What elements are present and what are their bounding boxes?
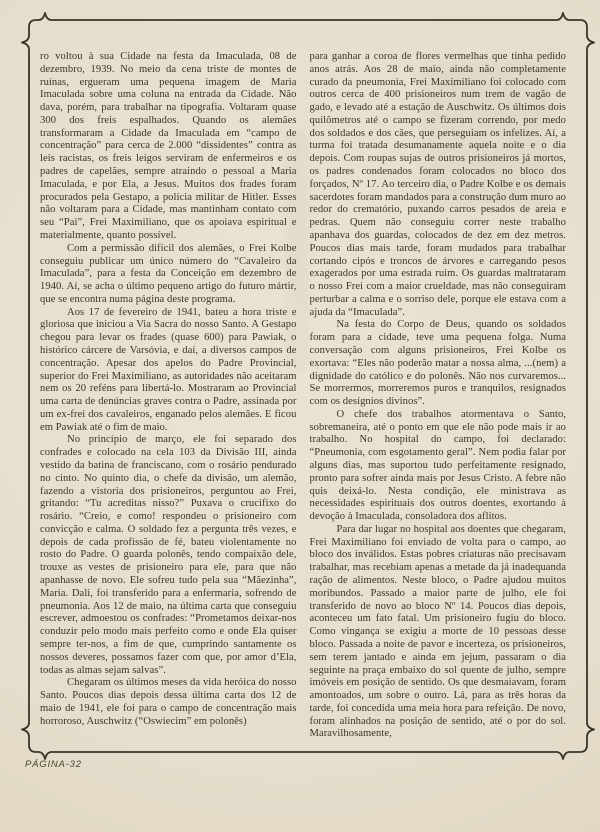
page-number-label: PÁGINA-32 xyxy=(25,759,82,770)
paragraph: O chefe dos trabalhos atormentava o Santo, sobremaneira, até o ponto em que ele não pode mais ir ao trabalho. No hospital do campo, foi declarado: “Pneumonia, com esgotamento geral”. Nem podia falar por alguns dias, mas suportou tudo perfeitamente resignado, pronto para sofrer ainda mais por Jesus Cristo. A febre não quis deixá-lo. Nesta condição, ele ministrava as necessidades espirituais dos outros doentes, exortando à devoção à Imaculada, consoladora dos aflitos. xyxy=(309,408,566,523)
paragraph: Na festa do Corpo de Deus, quando os soldados foram para a cidade, teve uma pequena folga. Numa conversação com alguns prisioneiros, Frei Kolbe os exortava: “Eles não poderão matar a nossa alma, ...(nem) a dignidade do católico e do polonês. Não nos curvaremos... Se morrermos, morreremos puros e tranquilos, resignados com os desígnios divinos”. xyxy=(309,319,566,408)
paragraph: para ganhar a coroa de flores vermelhas que tinha pedido anos atrás. Aos 28 de maio, ainda não completamente curado da pneumonia, Frei Maximiliano foi colocado com outros cerca de 400 prisioneiros num trem de vagão de gado, e levado até a estação de Auschwitz. Os últimos dois quilômetros até o campo se fizeram correndo, por medo dos soldados e dos cães, que perseguiam os infelizes. Aí, a turma foi tratada desumanamente aquela noite e o dia depois. Com roupas sujas de outros prisioneiros já mortos, os padres condenados foram colocados no bloco dos forçados, Nº 17. Ao terceiro dia, o Padre Kolbe e os demais sacerdotes foram mandados para a construção dum muro ao redor do crematório, puxando carros pesados de areia e pedras. Quem não conseguiu correr neste trabalho apanhava dos guardas, colocados de dez em dez metros. Poucos dias mais tarde, foram mudados para trabalhar cortando cipós e troncos de árvores e carregando pesos exagerados por uma estrada ruim. Os guardas maltrataram o nosso Frei com a maior crueldade, mas não conseguiram perturbar a calma e o sorriso dele, porque ele estava com a ajuda da “Imaculada”. xyxy=(309,51,566,318)
right-text-column xyxy=(310,51,567,741)
left-text-column xyxy=(40,51,297,741)
paragraph: No princípio de março, ele foi separado dos confrades e colocado na cela 103 da Divisão III, ainda vestido da batina de franciscano, com o rosário pendurado no cinto. No quinto dia, o chefe da divisão, um alemão, fazendo a vistoria dos prisioneiros, perguntou ao Frei, gritando: “Tu acreditas nisso?” Puxava o crucifixo do rosário. “Creio, e como! respondeu o prisioneiro com convicção e calma. O soldado fez a pergunta três vezes, e depois de cada profissão de fé, bateu violentamente no rosto do Padre. O guarda polonês, tendo compaixão dele, trouxe as vestes de prisioneiro para ele, para que não apanhasse de novo. Ele sofreu tudo pela sua “Mãezinha”, Maria. Dali, foi transferido para a enfermaria, sofrendo de pneumonia. Aos 12 de maio, na última carta que conseguiu escrever, admoestou os confrades: “Prometamos deixar-nos conduzir pelo modo mais perfeito como e onde Ela quiser sempre ter-nos, a fim de que, cumprindo santamente os nossos deveres, possamos fazer com que, por amor d’Ela, todas as almas sejam salvas”. xyxy=(40,434,297,676)
paragraph: Com a permissão difícil dos alemães, o Frei Kolbe conseguiu publicar um único número do “Cavaleiro da Imaculada”, para a festa da Conceição em dezembro de 1940. Aí, se acha o último pequeno artigo do futuro mártir, que se encontra numa página deste programa. xyxy=(40,242,297,305)
paragraph: ro voltou à sua Cidade na festa da Imaculada, 08 de dezembro, 1939. No meio da cena triste de montes de ruínas, ergueram uma pequena imagem de Maria Imaculada sobre uma coluna na entrada da Cidade. Não dava, porém, para trabalhar na tipografia. Voltaram quase 300 dos freis espalhados. Quando os alemães transformaram a Cidade da Imaculada em “campo de concentração” para cerca de 2.000 “dissidentes” contra as leis racistas, os freis leigos serviram de enfermeiros e os padres de capelães, sempre atraindo o pessoal a Maria Imaculada, e por Ela, a Jesus. Muitos dos frades foram procurados pela Gestapo, a polícia militar de Hitler. Esses não voltaram para a Cidade, mas mantinham contato com seu “Pai”, Frei Maximiliano, que os apoiava espiritual e materialmente, quanto possível. xyxy=(40,51,297,241)
paragraph: Aos 17 de fevereiro de 1941, bateu a hora triste e gloriosa que iniciou a Via Sacra do nosso Santo. A Gestapo chegou para levar os frades (quase 600) para Pawiak, o histórico cárcere de Varsóvia, e daí, a diversos campos de concentração. Apesar dos apelos do Padre Provincial, superior do Frei Maximiliano, as autoridades não aceitaram nem os 20 reféns para libertá-lo. Mostraram ao Provincial uma carta de denúncias graves contra o Padre, assinada por um ex-frei dos cavaleiros, enganado pelos alemães. E ficou em Pawiak até o fim de maio. xyxy=(40,306,297,433)
two-column-article-text xyxy=(40,51,566,741)
paragraph: Para dar lugar no hospital aos doentes que chegaram, Frei Maximiliano foi enviado de volta para o campo, ao bloco dos inválidos. Estas pobres criaturas não precisavam trabalhar, mas recebiam apenas a metade da já inadequanda ração de alimentos. Neste bloco, o Padre ajudou muitos moribundos. Passado a maior parte de julho, ele foi transferido de novo ao bloco Nº 14. Poucos dias depois, aconteceu um fato fatal. Um prisioneiro fugiu do bloco. Como vingança se exigiu a morte de 10 pessoas desse bloco. Passada a noite de pavor e incerteza, os prisioneiros, sem terem jantado e ainda em jejum, passaram o dia seguinte na praça embaixo do sol quente de julho, sempre imóveis em posição de sentido. Os que desmaiavam, foram amontoados, um sobre o outro. Lá, para as três horas da tarde, foi concedida uma meia hora para refeição. De novo, foram alinhados na posição de sentido, até o por do sol. Maravilhosamente, xyxy=(309,523,566,740)
paragraph: Chegaram os últimos meses da vida heróica do nosso Santo. Poucos dias depois dessa última carta dos 12 de maio de 1941, ele foi para o campo de concentração mais horroroso, Auschwitz (“Oswiecim” em polonês) xyxy=(40,677,297,727)
